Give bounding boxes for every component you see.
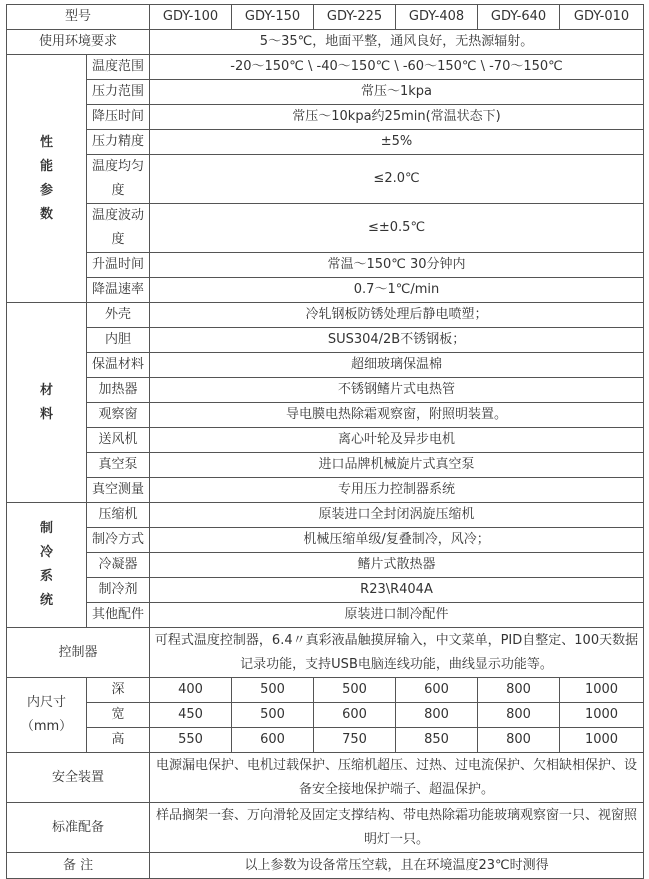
- header-row: [7, 5, 644, 30]
- controller-row: [7, 628, 644, 678]
- dimension-value: 800: [478, 703, 560, 728]
- row-value: ≤2.0℃: [150, 155, 644, 204]
- dimension-axis: 深: [87, 678, 150, 703]
- dimension-row: [7, 678, 644, 703]
- environment-value: 5～35℃，地面平整，通风良好，无热源辐射。: [150, 30, 644, 55]
- group-char: 统: [39, 593, 53, 608]
- model-name: GDY-640: [478, 5, 560, 30]
- table-row: [7, 528, 644, 553]
- group-char: 料: [39, 406, 53, 422]
- group-char: 制: [39, 521, 53, 536]
- row-label: 真空测量: [87, 478, 150, 503]
- standard-value: 样品搁架一套、万向滑轮及固定支撑结构、带电热除霜功能玻璃观察窗一只、视窗照明灯一只。: [150, 803, 644, 853]
- model-name: GDY-010: [560, 5, 644, 30]
- row-label: 压力范围: [87, 80, 150, 105]
- table-row: [7, 155, 644, 204]
- row-label: 降温速率: [87, 278, 150, 303]
- remark-label: 备 注: [7, 853, 150, 879]
- safety-label: 安全装置: [7, 753, 150, 803]
- table-row: [7, 428, 644, 453]
- row-value: 进口品牌机械旋片式真空泵: [150, 453, 644, 478]
- table-row: [7, 278, 644, 303]
- row-value: 常压～10kpa约25min(常温状态下): [150, 105, 644, 130]
- dimension-unit: （mm）: [20, 719, 73, 734]
- model-name: GDY-225: [314, 5, 396, 30]
- table-row: [7, 578, 644, 603]
- group-performance: [7, 55, 87, 303]
- safety-value: 电源漏电保护、电机过载保护、压缩机超压、过热、过电流保护、欠相缺相保护、设备安全接地保护端子、超温保护。: [150, 753, 644, 803]
- standard-row: [7, 803, 644, 853]
- table-row: [7, 55, 644, 80]
- remark-row: [7, 853, 644, 879]
- group-char: 系: [39, 569, 53, 584]
- controller-value: 可程式温度控制器，6.4〃真彩液晶触摸屏输入，中文菜单，PID自整定、100天数据记录功能，支持USB电脑连线功能，曲线显示功能等。: [150, 628, 644, 678]
- standard-label: 标准配备: [7, 803, 150, 853]
- row-value: 原装进口制冷配件: [150, 603, 644, 628]
- group-char: 性: [39, 134, 53, 150]
- row-label: 制冷方式: [87, 528, 150, 553]
- row-label: 温度均匀度: [87, 155, 150, 204]
- table-row: [7, 553, 644, 578]
- dimension-axis: 宽: [87, 703, 150, 728]
- row-label: 送风机: [87, 428, 150, 453]
- row-label: 温度范围: [87, 55, 150, 80]
- group-char: 数: [39, 206, 53, 222]
- model-name: GDY-100: [150, 5, 232, 30]
- table-row: [7, 105, 644, 130]
- table-row: [7, 453, 644, 478]
- row-value: 冷轧钢板防锈处理后静电喷塑；: [150, 303, 644, 328]
- dimension-value: 800: [478, 678, 560, 703]
- row-label: 内胆: [87, 328, 150, 353]
- row-label: 压力精度: [87, 130, 150, 155]
- row-label: 保温材料: [87, 353, 150, 378]
- table-row: [7, 253, 644, 278]
- row-value: 机械压缩单级/复叠制冷，风冷；: [150, 528, 644, 553]
- row-label: 降压时间: [87, 105, 150, 130]
- model-label: 型号: [7, 5, 150, 30]
- dimension-value: 400: [150, 678, 232, 703]
- group-materials: [7, 303, 87, 503]
- row-value: 原装进口全封闭涡旋压缩机: [150, 503, 644, 528]
- row-value: ≤±0.5℃: [150, 204, 644, 253]
- row-label: 观察窗: [87, 403, 150, 428]
- row-value: 常温～150℃ 30分钟内: [150, 253, 644, 278]
- model-name: GDY-408: [396, 5, 478, 30]
- dimension-value: 550: [150, 728, 232, 753]
- group-char: 材: [39, 382, 53, 398]
- dimension-value: 600: [232, 728, 314, 753]
- dimension-row: [7, 728, 644, 753]
- row-value: 0.7～1℃/min: [150, 278, 644, 303]
- row-value: -20～150℃ \ -40～150℃ \ -60～150℃ \ -70～150℃: [150, 55, 644, 80]
- dimension-value: 500: [232, 703, 314, 728]
- row-label: 压缩机: [87, 503, 150, 528]
- spec-table: [6, 4, 644, 879]
- dimension-value: 850: [396, 728, 478, 753]
- safety-row: [7, 753, 644, 803]
- table-row: [7, 80, 644, 105]
- row-label: 加热器: [87, 378, 150, 403]
- row-value: 离心叶轮及异步电机: [150, 428, 644, 453]
- remark-value: 以上参数为设备常压空载，且在环境温度23℃时测得: [150, 853, 644, 879]
- table-row: [7, 503, 644, 528]
- row-value: 鳍片式散热器: [150, 553, 644, 578]
- table-row: [7, 303, 644, 328]
- row-label: 其他配件: [87, 603, 150, 628]
- dimension-value: 1000: [560, 678, 644, 703]
- group-char: 能: [39, 158, 53, 174]
- dimension-value: 450: [150, 703, 232, 728]
- row-value: 常压～1kpa: [150, 80, 644, 105]
- row-label: 升温时间: [87, 253, 150, 278]
- controller-label: 控制器: [7, 628, 150, 678]
- row-label: 外壳: [87, 303, 150, 328]
- model-name: GDY-150: [232, 5, 314, 30]
- table-row: [7, 353, 644, 378]
- table-row: [7, 403, 644, 428]
- table-row: [7, 378, 644, 403]
- dimension-value: 800: [396, 703, 478, 728]
- table-row: [7, 130, 644, 155]
- table-row: [7, 603, 644, 628]
- row-value: 不锈钢鳍片式电热管: [150, 378, 644, 403]
- dimension-value: 750: [314, 728, 396, 753]
- row-label: 制冷剂: [87, 578, 150, 603]
- row-value: 专用压力控制器系统: [150, 478, 644, 503]
- row-label: 真空泵: [87, 453, 150, 478]
- table-row: [7, 328, 644, 353]
- table-row: [7, 478, 644, 503]
- row-value: R23\R404A: [150, 578, 644, 603]
- dimension-value: 1000: [560, 703, 644, 728]
- dimension-row: [7, 703, 644, 728]
- dimension-axis: 高: [87, 728, 150, 753]
- row-value: ±5%: [150, 130, 644, 155]
- dimension-label-line: 内尺寸: [26, 695, 66, 710]
- group-char: 参: [39, 182, 53, 198]
- dimension-value: 800: [478, 728, 560, 753]
- table-row: [7, 204, 644, 253]
- row-label: 温度波动度: [87, 204, 150, 253]
- environment-row: [7, 30, 644, 55]
- row-value: 导电膜电热除霜观察窗，附照明装置。: [150, 403, 644, 428]
- dimension-value: 600: [314, 703, 396, 728]
- dimension-label: [7, 678, 87, 753]
- row-label: 冷凝器: [87, 553, 150, 578]
- dimension-value: 1000: [560, 728, 644, 753]
- group-char: 冷: [39, 545, 53, 560]
- environment-label: 使用环境要求: [7, 30, 150, 55]
- group-refrigeration: [7, 503, 87, 628]
- dimension-value: 600: [396, 678, 478, 703]
- row-value: SUS304/2B不锈钢板；: [150, 328, 644, 353]
- dimension-value: 500: [314, 678, 396, 703]
- row-value: 超细玻璃保温棉: [150, 353, 644, 378]
- dimension-value: 500: [232, 678, 314, 703]
